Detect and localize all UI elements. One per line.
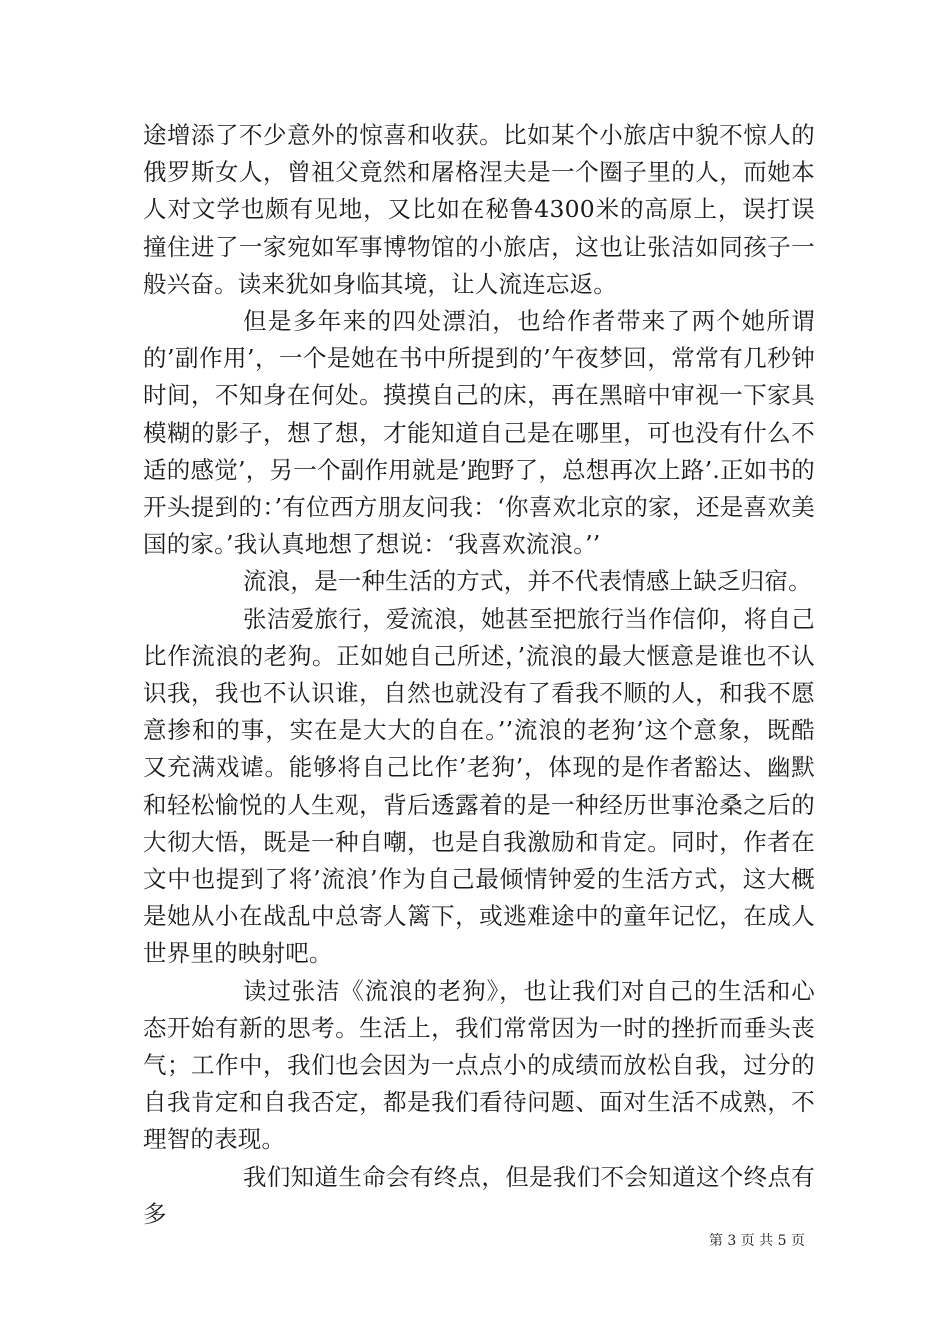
page-number-footer: 第 3 页 共 5 页	[708, 1233, 805, 1249]
paragraph-3: 流浪，是一种生活的方式，并不代表情感上缺乏归宿。	[243, 567, 812, 596]
paragraph-1: 途增添了不少意外的惊喜和收获。比如某个小旅店中貌不惊人的俄罗斯女人，曾祖父竟然和屠格涅夫是一个圈子里的人，而她本人对文学也颇有见地，又比如在秘鲁4300米的高原上，误打误撞住进了一家宛如军事博物馆的小旅店，这也让张洁如同孩子一般兴奋。读来犹如身临其境，让人流连忘返。	[143, 121, 815, 298]
paragraph-5: 读过张洁《流浪的老狗》，也让我们对自己的生活和心态开始有新的思考。生活上，我们常常因为一时的挫折而垂头丧气；工作中，我们也会因为一点点小的成绩而放松自我，过分的自我肯定和自我否定，都是我们看待问题、面对生活不成熟，不理智的表现。	[143, 976, 815, 1154]
paragraph-2: 但是多年来的四处漂泊，也给作者带来了两个她所谓的’副作用’，一个是她在书中所提到的’午夜梦回，常常有几秒钟时间，不知身在何处。摸摸自己的床，再在黑暗中审视一下家具模糊的影子，想了想，才能知道自己是在哪里，可也没有什么不适的感觉’，另一个副作用就是’跑野了，总想再次上路’.正如书的开头提到的：’有位西方朋友问我：‘你喜欢北京的家，还是喜欢美国的家。’我认真地想了想说：‘我喜欢流浪。’’	[143, 307, 815, 559]
paragraph-4: 张洁爱旅行，爱流浪，她甚至把旅行当作信仰，将自己比作流浪的老狗。正如她自己所述，’流浪的最大惬意是谁也不认识我，我也不认识谁，自然也就没有了看我不顺的人，和我不愿意掺和的事，实在是大大的自在。’’流浪的老狗’这个意象，既酷又充满戏谑。能够将自己比作’老狗’，体现的是作者豁达、幽默和轻松愉悦的人生观，背后透露着的是一种经历世事沧桑之后的大彻大悟，既是一种自嘲，也是自我激励和肯定。同时，作者在文中也提到了将’流浪’作为自己最倾情钟爱的生活方式，这大概是她从小在战乱中总寄人篱下，或逃难途中的童年记忆，在成人世界里的映射吧。	[143, 604, 815, 968]
body-text	[143, 117, 815, 1233]
paragraph-6: 我们知道生命会有终点，但是我们不会知道这个终点有多	[143, 1162, 815, 1228]
